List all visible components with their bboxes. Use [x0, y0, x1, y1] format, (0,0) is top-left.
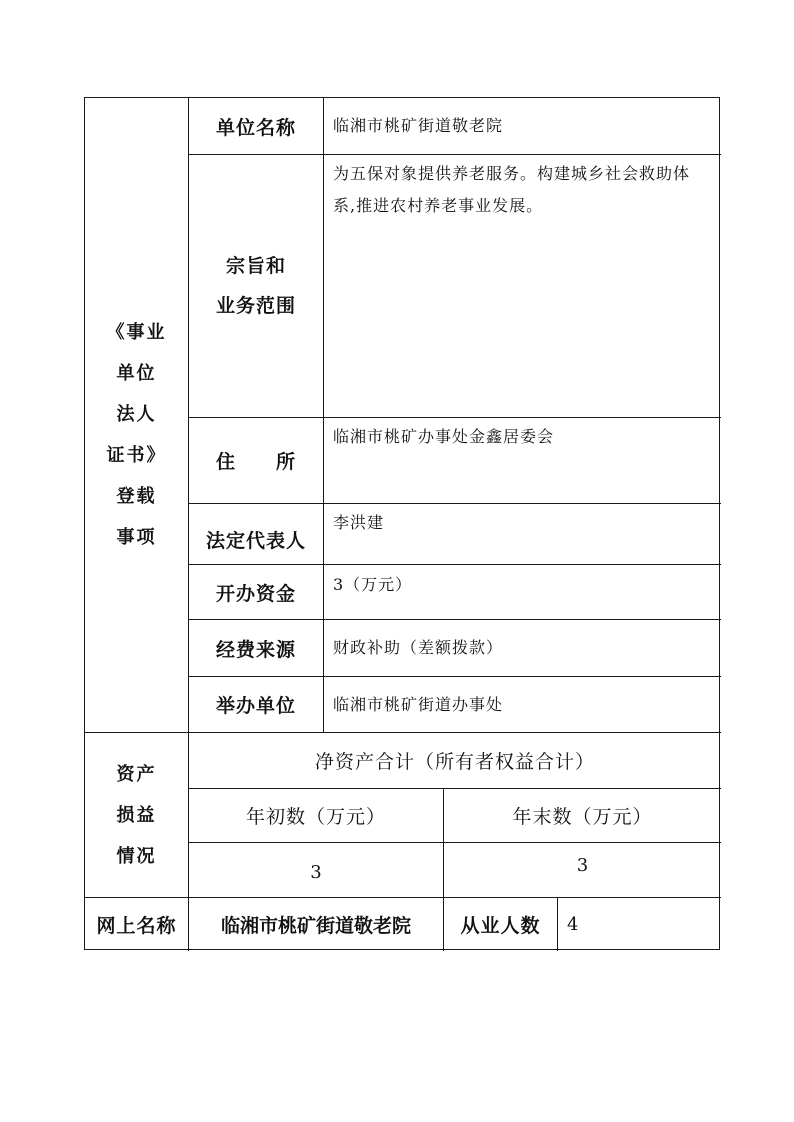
capital-label: 开办资金 [215, 582, 296, 605]
purpose-label [189, 155, 323, 417]
legal-rep-value: 李洪建 [333, 513, 385, 532]
staff-count-label: 从业人数 [460, 915, 541, 937]
section-label-line: 法人 [116, 404, 157, 425]
begin-of-year-value: 3 [310, 861, 322, 883]
unit-name-value: 临湘市桃矿街道敬老院 [333, 116, 504, 135]
address-value: 临湘市桃矿办事处金鑫居委会 [333, 427, 555, 446]
section-label-line: 单位 [116, 363, 157, 384]
section-label-line: 登载 [116, 486, 157, 507]
funding-label: 经费来源 [215, 638, 296, 661]
online-name-value: 临湘市桃矿街道敬老院 [220, 915, 411, 937]
end-of-year-label: 年末数（万元） [512, 806, 653, 828]
end-of-year-value: 3 [576, 854, 589, 876]
section-label-line: 证书》 [106, 445, 167, 466]
funding-value: 财政补助（差额拨款） [333, 638, 504, 657]
registration-section-label [85, 98, 188, 732]
online-name-label: 网上名称 [96, 915, 177, 937]
section-label-line: 损益 [116, 804, 157, 826]
section-label-line: 情况 [116, 845, 157, 867]
sponsor-value: 临湘市桃矿街道办事处 [333, 694, 504, 714]
section-label-line: 事项 [116, 527, 157, 548]
address-label: 住 所 [215, 451, 296, 473]
registration-form-table [84, 97, 720, 950]
unit-name-label: 单位名称 [215, 116, 296, 139]
net-assets-header: 净资产合计（所有者权益合计） [314, 751, 595, 773]
purpose-value: 为五保对象提供养老服务。构建城乡社会救助体系,推进农村养老事业发展。 [333, 164, 691, 215]
section-label-line: 资产 [116, 763, 157, 785]
staff-count-value: 4 [567, 913, 580, 935]
section-label-line: 《事业 [106, 322, 167, 343]
begin-of-year-label: 年初数（万元） [245, 806, 386, 828]
assets-section-label [85, 733, 188, 897]
purpose-label-line: 宗旨和 [225, 255, 286, 277]
sponsor-label: 举办单位 [215, 695, 296, 717]
legal-rep-label: 法定代表人 [205, 529, 306, 552]
purpose-label-line: 业务范围 [215, 295, 296, 317]
capital-value: 3（万元） [333, 575, 413, 594]
